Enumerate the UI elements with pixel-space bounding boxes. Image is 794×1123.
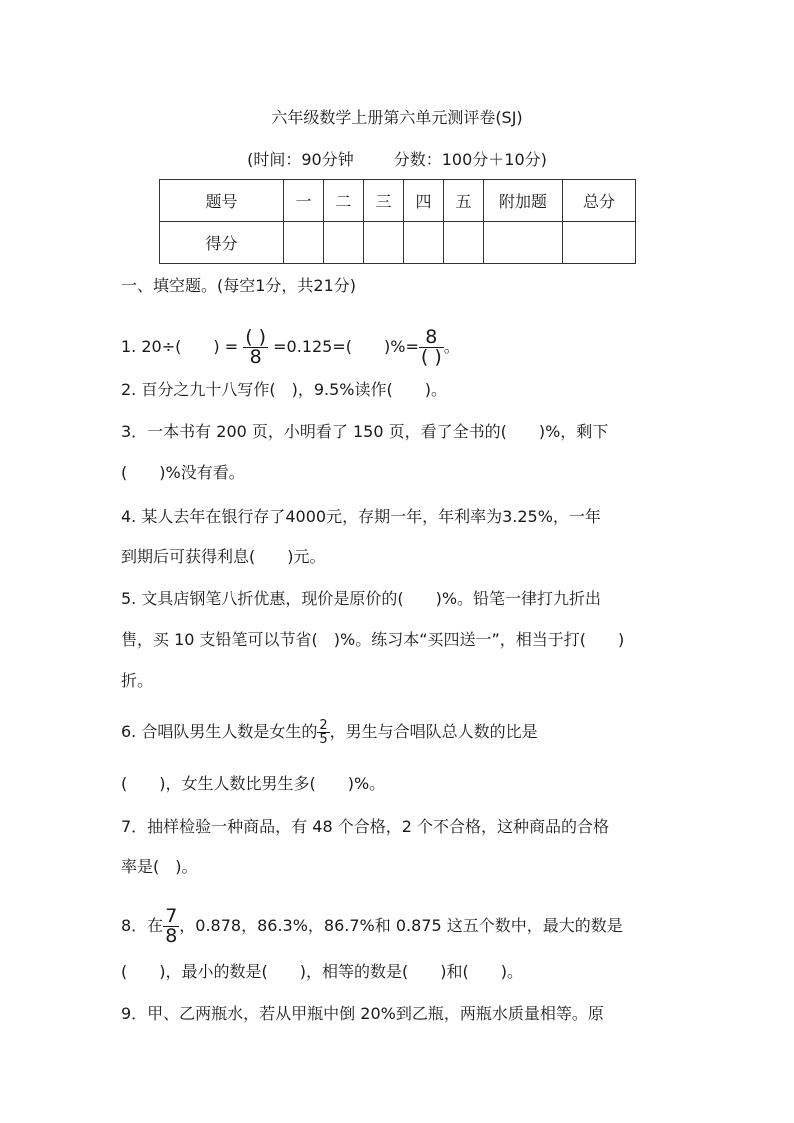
q1-fraction-1-num: ( ) (245, 326, 267, 348)
score-entry-cell[interactable] (484, 222, 563, 264)
question-9-line-1: 9．甲、乙两瓶水，若从甲瓶中倒 20%到乙瓶，两瓶水质量相等。原 (121, 1004, 604, 1023)
q1-fraction-2 (419, 328, 444, 367)
score-table-header-row (160, 180, 636, 222)
score-table (159, 179, 636, 264)
q8-text-b: ，0.878，86.3%，86.7%和 0.875 这五个数中，最大的数是 (179, 916, 623, 935)
question-4-line-2: 到期后可获得利息( )元。 (121, 547, 326, 566)
question-4-line-1: 4. 某人去年在银行存了4000元，存期一年，年利率为3.25%，一年 (121, 507, 601, 526)
q1-text-a: 1. 20÷( ) = (121, 337, 244, 356)
q8-fraction-den: 8 (165, 925, 178, 947)
question-6-line-1 (121, 719, 538, 746)
score-table-score-row (160, 222, 636, 264)
q8-fraction-num: 7 (165, 905, 178, 927)
score-entry-cell[interactable] (284, 222, 324, 264)
score-cell-section: 附加题 (484, 180, 563, 222)
question-8-line-1 (121, 907, 623, 946)
q1-fraction-2-den: ( ) (420, 346, 442, 368)
score-cell-section: 五 (444, 180, 484, 222)
score-cell-section: 一 (284, 180, 324, 222)
time-limit: (时间：90分钟 (247, 150, 354, 169)
score-entry-cell[interactable] (404, 222, 444, 264)
q8-text-a: 8．在 (121, 916, 164, 935)
score-cell-section: 总分 (563, 180, 636, 222)
score-cell-section: 四 (404, 180, 444, 222)
question-3-line-2: ( )%没有看。 (121, 463, 245, 482)
score-cell-label: 题号 (160, 180, 284, 222)
q6-text-a: 6. 合唱队男生人数是女生的 (121, 722, 318, 741)
question-1 (121, 328, 460, 367)
q6-text-b: ，男生与合唱队总人数的比是 (329, 722, 538, 741)
question-5-line-2: 售，买 10 支铅笔可以节省( )%。练习本“买四送一”，相当于打( ) (121, 630, 625, 649)
q6-fraction (317, 719, 329, 746)
q6-fraction-num: 2 (319, 718, 328, 733)
q1-text-c: 。 (443, 337, 460, 356)
score-entry-cell[interactable] (563, 222, 636, 264)
q6-fraction-den: 5 (319, 732, 328, 747)
section-heading: 一、填空题。(每空1分，共21分) (121, 276, 357, 295)
question-5-line-1: 5. 文具店钢笔八折优惠，现价是原价的( )%。铅笔一律打九折出 (121, 589, 602, 608)
q8-fraction (163, 907, 179, 946)
exam-info (0, 147, 794, 170)
q1-fraction-1 (243, 328, 268, 367)
score-cell-section: 三 (364, 180, 404, 222)
score-entry-cell[interactable] (364, 222, 404, 264)
score-entry-cell[interactable] (324, 222, 364, 264)
question-3-line-1: 3．一本书有 200 页，小明看了 150 页，看了全书的( )%，剩下 (121, 422, 609, 441)
question-7-line-2: 率是( )。 (121, 857, 198, 876)
question-2: 2. 百分之九十八写作( )，9.5%读作( )。 (121, 380, 447, 399)
question-8-line-2: ( )，最小的数是( )，相等的数是( )和( )。 (121, 962, 523, 981)
q1-fraction-2-num: 8 (419, 328, 444, 348)
score-cell-section: 二 (324, 180, 364, 222)
score-entry-cell[interactable] (444, 222, 484, 264)
page-title: 六年级数学上册第六单元测评卷(SJ) (271, 108, 523, 127)
question-5-line-3: 折。 (121, 671, 154, 690)
score-cell-label: 得分 (160, 222, 284, 264)
q1-fraction-1-den: 8 (249, 346, 262, 368)
question-6-line-2: ( )，女生人数比男生多( )%。 (121, 774, 386, 793)
total-score: 分数：100分＋10分) (393, 150, 547, 169)
q1-text-b: =0.125=( )%= (268, 337, 419, 356)
question-7-line-1: 7．抽样检验一种商品，有 48 个合格，2 个不合格，这种商品的合格 (121, 817, 609, 836)
